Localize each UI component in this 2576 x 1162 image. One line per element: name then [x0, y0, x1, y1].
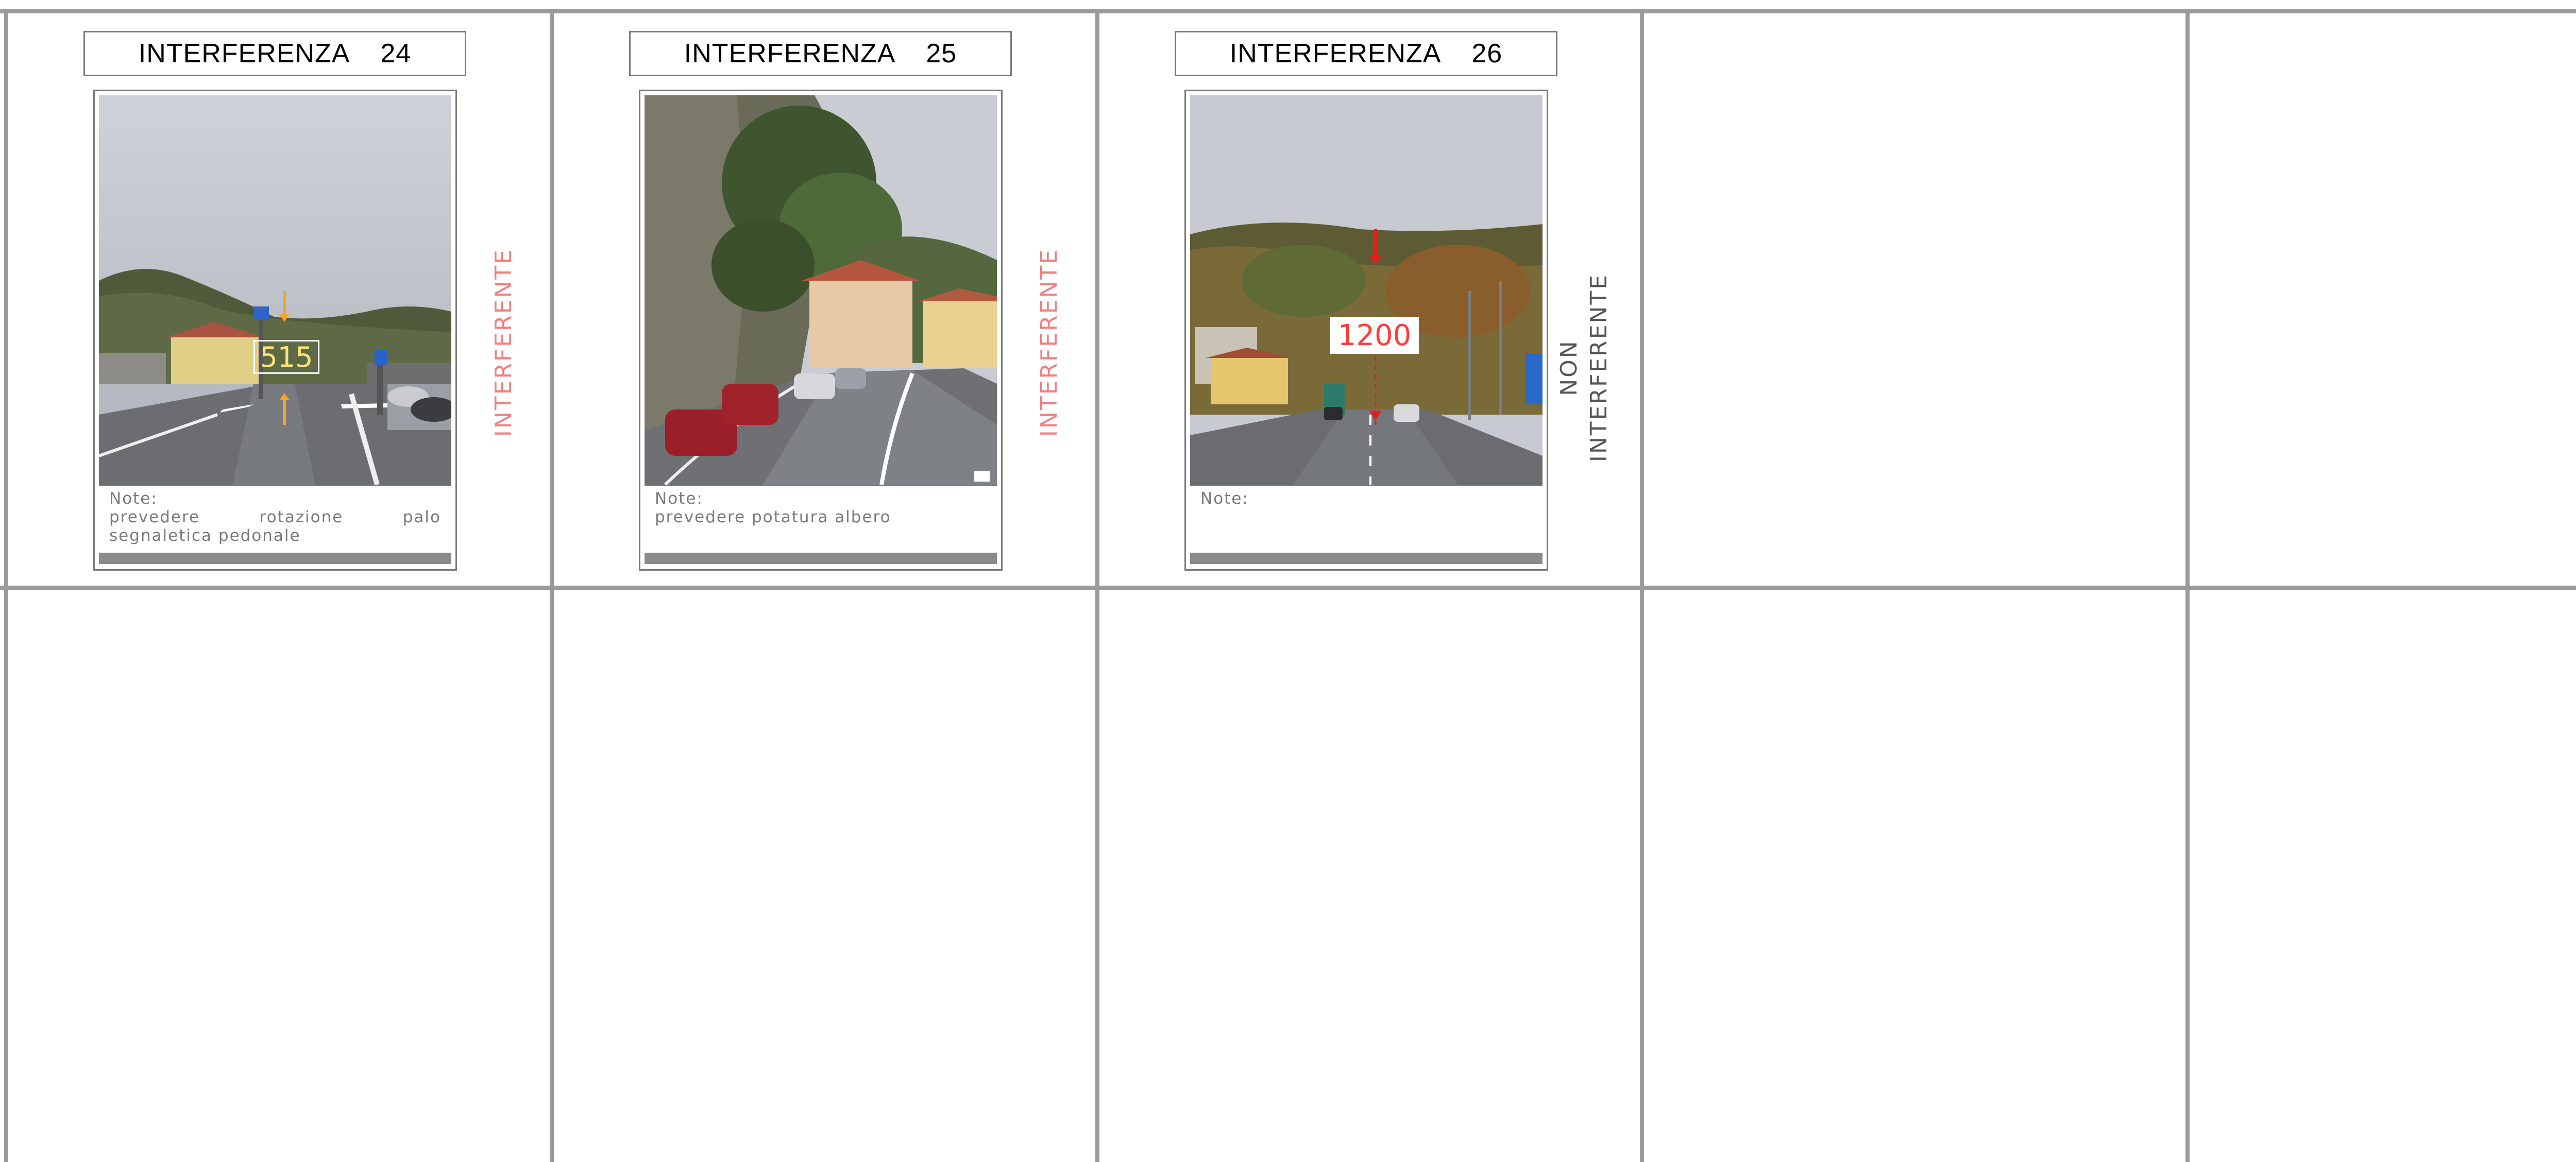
notes-label: Note: — [1200, 489, 1249, 508]
grid-col-line-1 — [550, 9, 554, 1162]
panel-interferenza-25 — [554, 13, 1095, 586]
notes-line: prevedere potatura albero — [655, 508, 891, 526]
notes-box — [1190, 485, 1543, 552]
photo-card — [93, 90, 457, 571]
photo-card — [1184, 90, 1548, 571]
notes-box — [645, 485, 997, 552]
panel-title: INTERFERENZA 25 — [629, 31, 1012, 76]
notes-label: Note: — [109, 489, 158, 508]
grid-col-line-4 — [2185, 9, 2190, 1162]
panel-title: INTERFERENZA 26 — [1175, 31, 1557, 76]
dimension-label: 1200 — [1330, 317, 1419, 354]
notes-box — [99, 485, 451, 552]
grid-col-line-0 — [4, 9, 8, 1162]
grid-col-line-2 — [1095, 9, 1099, 1162]
photo-card — [639, 90, 1003, 571]
status-label: INTERFERENTE — [1036, 248, 1062, 437]
notes-label: Note: — [655, 489, 703, 508]
grid-col-line-3 — [1640, 9, 1644, 1162]
dimension-label: 515 — [253, 340, 319, 374]
notes-line: prevedere rotazione palo — [109, 508, 441, 526]
photo-bottom-strip — [645, 553, 997, 564]
site-photo — [1190, 95, 1543, 485]
site-photo — [99, 95, 451, 485]
status-label: NON INTERFERENTE — [1556, 273, 1612, 463]
photo-bottom-strip — [1190, 553, 1543, 564]
panel-interferenza-26 — [1099, 13, 1640, 586]
panel-title: INTERFERENZA 24 — [83, 31, 466, 76]
panel-interferenza-24 — [8, 13, 550, 586]
notes-line: segnaletica pedonale — [109, 526, 301, 545]
photo-bottom-strip — [99, 553, 451, 564]
grid-row-divider — [0, 586, 2576, 590]
grid-border-top — [0, 9, 2576, 13]
status-label: INTERFERENTE — [490, 248, 517, 437]
site-photo — [645, 95, 997, 485]
